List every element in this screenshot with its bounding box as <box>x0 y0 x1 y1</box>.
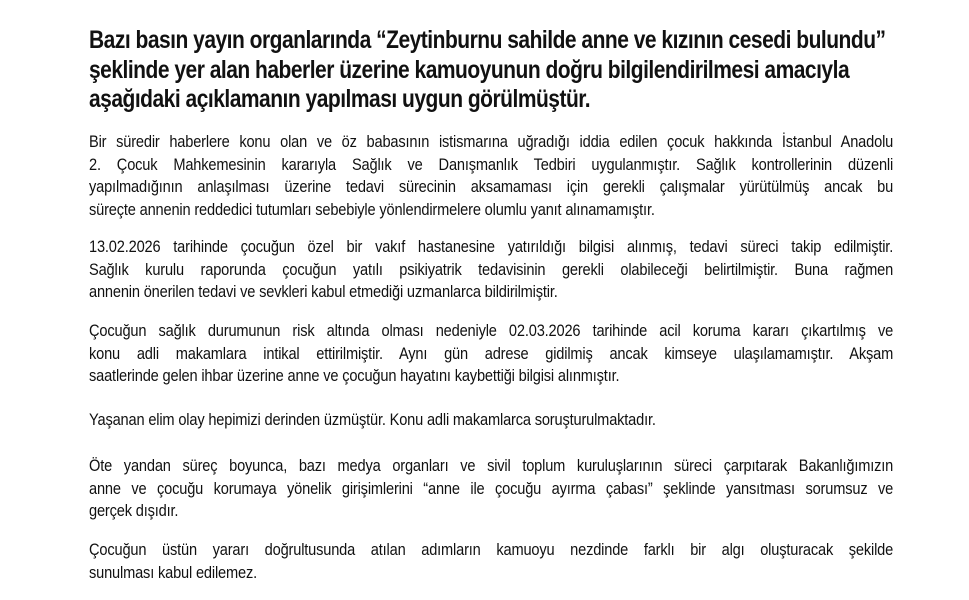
paragraph-background <box>89 131 893 221</box>
paragraph-line: Bir süredir haberlere konu olan ve öz babasının istismarına uğradığı iddia edilen çocuk hakkında İstanbul Anadolu <box>89 132 894 151</box>
paragraph-line: süreçte annenin reddedici tutumları sebebiyle yönlendirmelere olumlu yanıt alınamamıştır. <box>89 199 655 219</box>
paragraph-line: yapılmadığının anlaşılması üzerine tedavi sürecinin aksamaması için gerekli çalışmalar yürütülmüş ancak bu <box>89 177 894 196</box>
paragraph-protection-order <box>89 320 893 388</box>
paragraph-line: Sağlık kurulu raporunda çocuğun yatılı psikiyatrik tedavisinin gerekli olabileceği belirtilmiştir. Buna rağmen <box>89 259 894 279</box>
paragraph-line: saatlerinde gelen ihbar üzerine anne ve çocuğun hayatını kaybettiği bilgisi alınmıştır. <box>89 366 620 385</box>
heading-line: Bazı basın yayın organlarında “Zeytinburnu sahilde anne ve kızının cesedi bulundu” <box>89 26 886 54</box>
paragraph-line: sunulması kabul edilemez. <box>89 562 257 582</box>
paragraph-line: 13.02.2026 tarihinde çocuğun özel bir vakıf hastanesine yatırıldığı bilgisi alınmış, tedavi süreci takip edilmiştir. <box>89 237 894 256</box>
paragraph-line: annenin önerilen tedavi ve sevkleri kabul etmediği uzmanlarca bildirilmiştir. <box>89 282 558 301</box>
paragraph-hospitalization <box>89 236 893 304</box>
paragraph-media-criticism <box>89 455 893 523</box>
paragraph-line: anne ve çocuğu korumaya yönelik girişimlerini “anne ile çocuğu ayırma çabası” şeklinde yansıtması sorumsuz ve <box>89 478 894 498</box>
paragraph-line: Yaşanan elim olay hepimizi derinden üzmüştür. Konu adli makamlarca soruşturulmaktadır. <box>89 410 656 429</box>
paragraph-line: Çocuğun sağlık durumunun risk altında olması nedeniyle 02.03.2026 tarihinde acil koruma kararı çıkartılmış ve <box>89 321 894 340</box>
heading-line: şeklinde yer alan haberler üzerine kamuoyunun doğru bilgilendirilmesi amacıyla <box>89 55 850 84</box>
paragraph-line: Çocuğun üstün yararı doğrultusunda atılan adımların kamuoyu nezdinde farklı bir algı oluşturacak şekilde <box>89 540 894 559</box>
paragraph-condolence <box>89 409 893 432</box>
paragraph-line: Öte yandan süreç boyunca, bazı medya organları ve sivil toplum kuruluşlarının süreci çarpıtarak Bakanlığımızın <box>89 456 894 475</box>
paragraph-line: konu adli makamlara intikal ettirilmiştir. Aynı gün adrese gidilmiş ancak kimseye ulaşılamamıştır. Akşam <box>89 343 894 363</box>
heading-line: aşağıdaki açıklamanın yapılması uygun görülmüştür. <box>89 85 591 113</box>
paragraph-line: 2. Çocuk Mahkemesinin kararıyla Sağlık ve Danışmanlık Tedbiri uygulanmıştır. Sağlık kontrollerinin düzenli <box>89 154 894 174</box>
paragraph-line: gerçek dışıdır. <box>89 501 179 520</box>
paragraph-conclusion <box>89 539 893 584</box>
statement-heading <box>89 26 893 115</box>
